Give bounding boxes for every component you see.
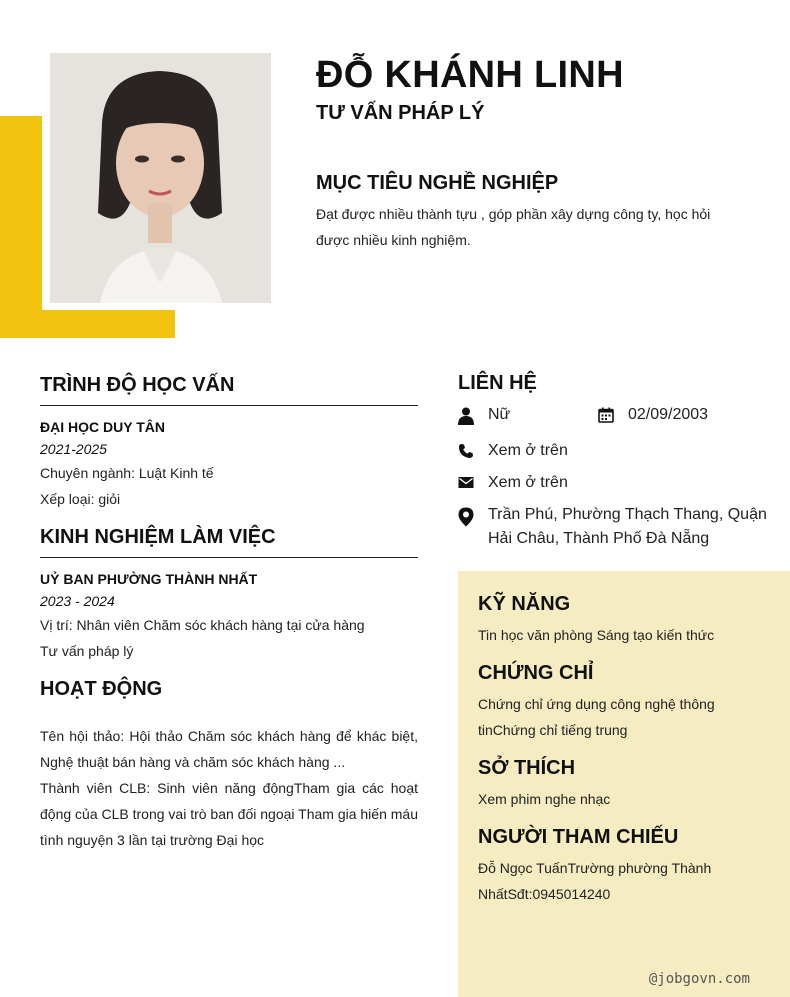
skills-text: Tin học văn phòng Sáng tạo kiến thức	[478, 627, 715, 643]
skills-section	[478, 593, 770, 648]
profile-photo	[50, 53, 271, 303]
contact-gender-birthday-row	[458, 403, 778, 431]
education-period: 2021-2025	[40, 441, 107, 457]
skills-title: KỸ NĂNG	[478, 593, 571, 615]
job-title: TƯ VẤN PHÁP LÝ	[316, 102, 485, 124]
person-icon	[458, 403, 488, 425]
mail-icon	[458, 471, 488, 489]
experience-description: Tư vấn pháp lý	[40, 643, 134, 659]
hobbies-section	[478, 757, 770, 812]
career-objective-title: MỤC TIÊU NGHỀ NGHIỆP	[316, 172, 559, 194]
certificates-section	[478, 662, 770, 743]
certificates-title: CHỨNG CHỈ	[478, 662, 594, 684]
activity-item: Thành viên CLB: Sinh viên năng độngTham gia các hoạt động của CLB trong vai trò ban đối ngoại Tham gia hiến máu tình nguyện 3 lần tại trường Đại học	[40, 780, 418, 848]
education-rank: Xếp loại: giỏi	[40, 491, 121, 507]
calendar-icon	[598, 403, 628, 431]
activity-item: Tên hội thảo: Hội thảo Chăm sóc khách hàng để khác biệt, Nghệ thuật bán hàng và chăm sóc khách hàng ...	[40, 728, 418, 770]
education-title: TRÌNH ĐỘ HỌC VẤN	[40, 374, 418, 406]
contact-address-row	[458, 503, 778, 551]
hobbies-title: SỞ THÍCH	[478, 757, 576, 779]
candidate-name: ĐỖ KHÁNH LINH	[316, 54, 624, 96]
experience-title: KINH NGHIỆM LÀM VIỆC	[40, 526, 418, 558]
education-school: ĐẠI HỌC DUY TÂN	[40, 419, 165, 435]
experience-period: 2023 - 2024	[40, 593, 115, 609]
education-entry	[40, 418, 418, 512]
contact-email-row	[458, 471, 778, 495]
accent-bar-vertical	[0, 116, 42, 338]
accent-bar-horizontal	[0, 310, 175, 338]
contact-title: LIÊN HỆ	[458, 372, 537, 394]
left-column	[40, 374, 418, 853]
certificates-text: Chứng chỉ ứng dụng công nghệ thông tinChứng chỉ tiếng trung	[478, 696, 715, 738]
references-text: Đỗ Ngọc TuấnTrường phường Thành NhấtSđt:0945014240	[478, 860, 712, 902]
location-pin-icon	[458, 503, 488, 527]
header	[316, 52, 766, 125]
education-major: Chuyên ngành: Luật Kinh tế	[40, 465, 214, 481]
contact-section	[458, 372, 778, 551]
career-objective-section	[316, 172, 746, 253]
hobbies-text: Xem phim nghe nhạc	[478, 791, 611, 807]
watermark: @jobgovn.com	[648, 971, 750, 987]
contact-phone-row	[458, 439, 778, 463]
references-title: NGƯỜI THAM CHIẾU	[478, 826, 679, 848]
experience-entry	[40, 570, 418, 664]
experience-company: UỶ BAN PHƯỜNG THÀNH NHẤT	[40, 571, 258, 587]
activities-title: HOẠT ĐỘNG	[40, 678, 163, 700]
career-objective-text: Đạt được nhiều thành tựu , góp phần xây dựng công ty, học hỏi được nhiều kinh nghiệm.	[316, 206, 711, 248]
contact-birthday: 02/09/2003	[628, 406, 709, 423]
experience-position: Vị trí: Nhân viên Chăm sóc khách hàng tại cửa hàng	[40, 617, 365, 633]
contact-address: Trần Phú, Phường Thạch Thang, Quận Hải Châu, Thành Phố Đà Nẵng	[488, 506, 767, 547]
side-panel	[458, 571, 790, 997]
phone-icon	[458, 439, 488, 459]
contact-phone: Xem ở trên	[488, 442, 568, 459]
references-section	[478, 826, 770, 907]
contact-gender: Nữ	[488, 406, 511, 423]
contact-email: Xem ở trên	[488, 474, 568, 491]
